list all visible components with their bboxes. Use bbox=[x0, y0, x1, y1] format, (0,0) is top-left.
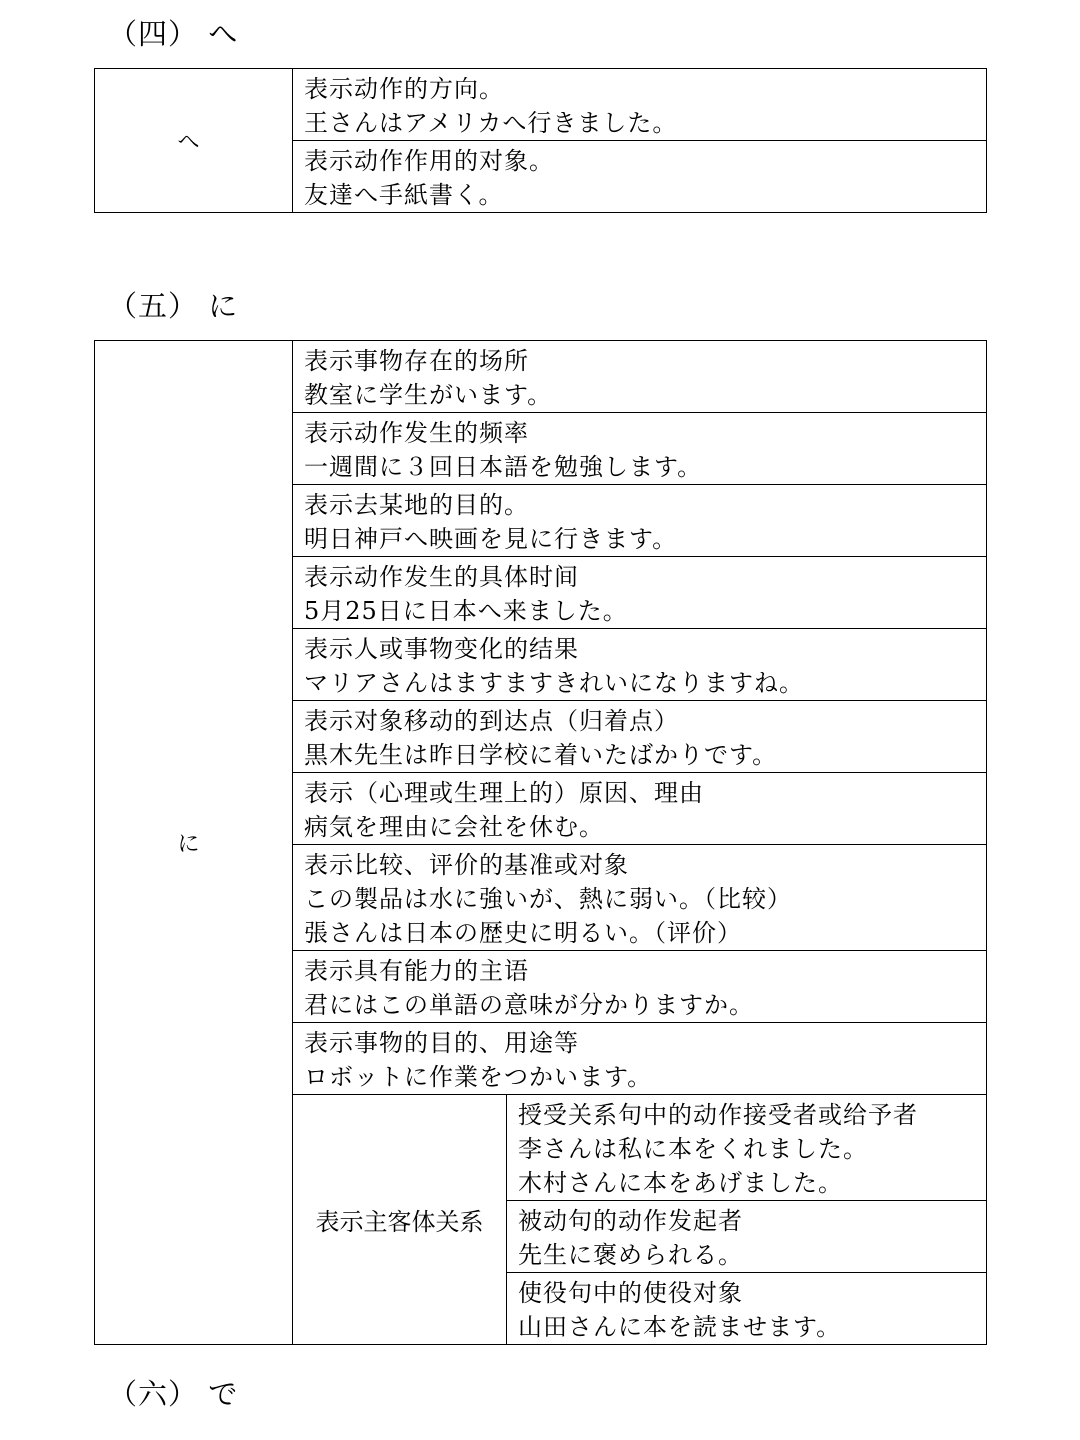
section-6-heading: （六） で bbox=[108, 1377, 239, 1411]
usage-description: 表示动作发生的频率 bbox=[304, 419, 529, 447]
usage-example: 張さんは日本の歴史に明るい。（评价） bbox=[304, 919, 742, 947]
usage-example: 明日神戸へ映画を見に行きます。 bbox=[304, 525, 678, 553]
usage-example: 李さんは私に本をくれました。 bbox=[518, 1135, 868, 1163]
usage-example: 病気を理由に会社を休む。 bbox=[304, 813, 604, 841]
usage-example: 教室に学生がいます。 bbox=[304, 381, 553, 409]
usage-example: 黒木先生は昨日学校に着いたばかりです。 bbox=[304, 741, 778, 769]
particle-label: へ bbox=[177, 130, 200, 155]
usage-example: 木村さんに本をあげました。 bbox=[518, 1169, 843, 1197]
usage-example: 5月25日に日本へ来ました。 bbox=[304, 597, 628, 625]
usage-example: 友達へ手紙書く。 bbox=[304, 181, 504, 209]
usage-row bbox=[293, 557, 987, 629]
usage-example: 君にはこの単語の意味が分かりますか。 bbox=[304, 991, 754, 1019]
section-4-table bbox=[94, 68, 987, 209]
usage-row bbox=[293, 69, 987, 141]
particle-he-cell bbox=[95, 69, 293, 213]
usage-row bbox=[507, 1095, 987, 1201]
usage-description: 被动句的动作发起者 bbox=[518, 1207, 743, 1235]
usage-row bbox=[293, 1023, 987, 1095]
usage-row bbox=[293, 773, 987, 845]
usage-description: 表示（心理或生理上的）原因、理由 bbox=[304, 779, 704, 807]
usage-description: 表示去某地的目的。 bbox=[304, 491, 529, 519]
usage-row bbox=[293, 629, 987, 701]
section-5-table bbox=[94, 340, 987, 1341]
usage-row bbox=[293, 341, 987, 413]
usage-example: 先生に褒められる。 bbox=[518, 1241, 743, 1269]
section-4-heading: （四） へ bbox=[108, 17, 239, 51]
usage-row bbox=[293, 413, 987, 485]
usage-example: この製品は水に強いが、熱に弱い。（比较） bbox=[304, 885, 792, 913]
usage-row bbox=[293, 485, 987, 557]
usage-row bbox=[293, 845, 987, 951]
section-5-heading: （五） に bbox=[108, 289, 239, 323]
usage-row bbox=[507, 1201, 987, 1273]
usage-example: マリアさんはますますきれいになりますね。 bbox=[304, 669, 804, 697]
usage-description: 授受关系句中的动作接受者或给予者 bbox=[518, 1101, 918, 1129]
usage-description: 表示动作发生的具体时间 bbox=[304, 563, 579, 591]
subgroup-label: 表示主客体关系 bbox=[315, 1208, 484, 1236]
usage-description: 表示动作作用的对象。 bbox=[304, 147, 554, 175]
usage-description: 表示具有能力的主语 bbox=[304, 957, 529, 985]
usage-row bbox=[293, 701, 987, 773]
usage-example: ロボットに作業をつかいます。 bbox=[304, 1063, 653, 1091]
usage-description: 表示人或事物变化的结果 bbox=[304, 635, 579, 663]
usage-description: 表示比较、评价的基准或对象 bbox=[304, 851, 629, 879]
usage-row bbox=[507, 1273, 987, 1345]
usage-example: 山田さんに本を読ませます。 bbox=[518, 1313, 842, 1341]
usage-row bbox=[293, 951, 987, 1023]
usage-row bbox=[293, 141, 987, 213]
usage-description: 表示事物存在的场所 bbox=[304, 347, 529, 375]
usage-description: 表示动作的方向。 bbox=[304, 75, 504, 103]
usage-example: 一週間に３回日本語を勉強します。 bbox=[304, 453, 703, 481]
usage-description: 使役句中的使役对象 bbox=[518, 1279, 743, 1307]
particle-ni-cell bbox=[95, 341, 293, 1345]
usage-description: 表示事物的目的、用途等 bbox=[304, 1029, 579, 1057]
subject-object-relation-cell bbox=[293, 1095, 507, 1345]
usage-example: 王さんはアメリカへ行きました。 bbox=[304, 109, 678, 137]
usage-description: 表示对象移动的到达点（归着点） bbox=[304, 707, 679, 735]
particle-label: に bbox=[177, 832, 200, 857]
